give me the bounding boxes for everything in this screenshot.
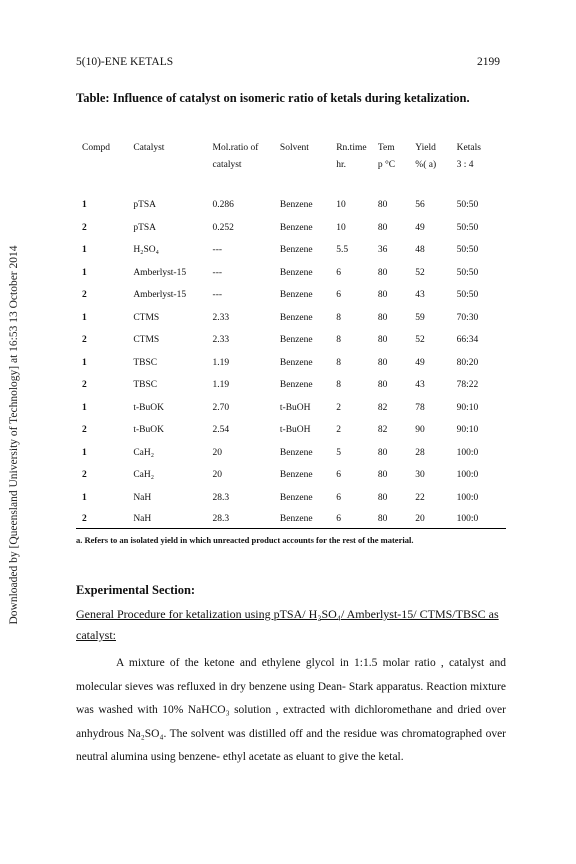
table-row [76,239,506,262]
table-cell: 56 [415,200,425,211]
table-cell: 8 [336,357,341,368]
procedure-title: General Procedure for ketalization using pTSA/ H₂SO₄/ Amberlyst-15/ CTMS/TBSC as catalyst: [76,607,499,642]
table-cell: 49 [415,357,425,368]
table-cell: t-BuOH [279,425,311,436]
table-cell: Benzene [279,267,313,278]
table-cell: t-BuOK [133,425,164,436]
table-cell: H₂SO₄ [133,245,159,256]
table-cell: 50:50 [456,200,479,211]
table-cell: 2.70 [212,402,230,413]
table-cell: 8 [336,380,341,391]
table-cell: 5 [336,447,341,458]
table-cell: 43 [415,380,425,391]
table-row [76,284,506,307]
table-cell: pTSA [133,222,157,233]
column-header-line: Tem [377,143,395,153]
table-cell: TBSC [133,357,158,368]
table-cell: pTSA [133,200,157,211]
section-heading: Experimental Section: [76,583,196,597]
table-cell: Benzene [280,509,336,529]
column-header [133,140,212,174]
column-header [457,140,506,174]
table-cell: 2 [82,380,87,391]
table-cell: 1 [82,357,87,368]
table-cell: 6 [336,267,341,278]
column-header-line: Compd [82,143,110,153]
table-cell: 5.5 [336,245,349,256]
table-cell: 2 [82,335,87,346]
table-cell: 1.19 [212,357,230,368]
table-cell: 50:50 [456,267,479,278]
table-cell: 90:10 [456,425,479,436]
table-cell: 80 [377,290,388,301]
table-cell: 100:0 [456,492,479,503]
table-cell: 100:0 [456,470,479,481]
table-cell: 100:0 [456,447,479,458]
column-header [415,140,456,174]
table-cell: 8 [336,312,341,323]
table-cell: 1 [82,245,87,256]
table-cell: 80 [377,312,388,323]
table-cell: 2 [82,470,87,481]
table-footnote: a. Refers to an isolated yield in which unreacted product accounts for the rest of the material. [76,535,414,545]
table-cell: --- [212,267,223,278]
table-cell: Benzene [279,222,313,233]
table-cell: 80 [377,492,388,503]
table-cell: Benzene [279,470,313,481]
column-header-line: 3 : 4 [456,160,474,170]
table-cell: CTMS [133,312,160,323]
table-cell: 2 [336,402,341,413]
column-header-line: hr. [336,160,346,170]
table-cell: 1 [82,312,87,323]
table-cell: 10 [336,200,346,211]
column-header [378,140,415,174]
table-row [76,487,506,510]
table-cell: 80 [378,509,415,529]
table-cell: 90 [415,425,425,436]
table-cell: Benzene [279,380,313,391]
table-cell: Benzene [279,245,313,256]
table-cell: 49 [415,222,425,233]
table-cell: 2.33 [212,312,230,323]
table-cell: 78:22 [456,380,479,391]
table-header-row [76,140,506,174]
table-row [76,374,506,397]
table-cell: 10 [336,222,346,233]
table-cell: 2 [76,509,133,529]
download-watermark-text: Downloaded by [Queensland University of Technology] at 16:53 13 October 2014 [8,245,20,625]
table-cell: 20 [212,447,223,458]
table-cell: 28.3 [213,509,280,529]
table-cell: t-BuOK [133,402,164,413]
table-cell: 80 [377,267,388,278]
page-number: 2199 [477,56,500,68]
table-cell: 6 [336,290,341,301]
table-cell: Benzene [279,290,313,301]
table-cell: 48 [415,245,425,256]
table-row [76,352,506,375]
table-row [76,329,506,352]
table-row [76,194,506,217]
table-row [76,419,506,442]
table-cell: 52 [415,335,425,346]
table-cell: 0.286 [212,200,234,211]
table-cell: 1 [82,267,87,278]
table-cell: 80:20 [456,357,479,368]
table-cell: 80 [377,222,388,233]
table-cell: 30 [415,470,425,481]
table-cell: --- [212,290,223,301]
table-cell: 2 [82,222,87,233]
table-cell: 82 [377,425,388,436]
column-header-line: Rn.time [336,143,367,153]
table-cell: 50:50 [456,245,479,256]
table-cell: 80 [377,447,388,458]
table-cell: 22 [415,492,425,503]
table-cell: 59 [415,312,425,323]
table-cell: Benzene [279,492,313,503]
table-cell: 78 [415,402,425,413]
table-row [76,307,506,330]
table-cell: 80 [377,200,388,211]
table-cell: 1 [82,447,87,458]
table-cell: 1.19 [212,380,230,391]
table-row [76,262,506,285]
table-cell: NaH [133,509,212,529]
table-cell: 0.252 [212,222,234,233]
catalyst-table [76,140,506,529]
table-cell: 80 [377,335,388,346]
table-cell: 70:30 [456,312,479,323]
column-header [280,140,336,174]
table-cell: 2 [82,290,87,301]
table-cell: 52 [415,267,425,278]
table-cell: 2 [336,425,341,436]
table-row [76,217,506,240]
table-cell: NaH [133,492,152,503]
table-cell: 82 [377,402,388,413]
column-header-line: Mol.ratio of [212,143,259,153]
table-cell: 28 [415,447,425,458]
table-body [76,174,506,529]
table-cell: 8 [336,335,341,346]
table-cell: 28.3 [212,492,230,503]
table-cell: Benzene [279,447,313,458]
table-cell: 90:10 [456,402,479,413]
table-cell: 50:50 [456,290,479,301]
table-cell: 20 [415,509,456,529]
table-cell: 2 [82,425,87,436]
column-header [213,140,280,174]
table-cell: 6 [336,470,341,481]
table-cell: 50:50 [456,222,479,233]
table-cell: Benzene [279,200,313,211]
column-header-line: Ketals [456,143,481,153]
table-cell: 6 [336,509,378,529]
table-cell: 80 [377,380,388,391]
table-cell: 80 [377,357,388,368]
table-row [76,509,506,529]
table-cell: CTMS [133,335,160,346]
column-header-line: p °C [377,160,396,170]
procedure-paragraph [76,652,506,770]
column-header-line: Solvent [279,143,309,153]
table-cell: 1 [82,200,87,211]
table-cell: 36 [377,245,388,256]
table-cell: t-BuOH [279,402,311,413]
column-header-line: Yield [415,143,436,153]
table-cell: 20 [212,470,223,481]
table-cell: 1 [82,402,87,413]
column-header-line: %( a) [415,160,437,170]
table-row [76,464,506,487]
table-cell: 100:0 [457,509,506,529]
table-cell: 43 [415,290,425,301]
table-cell: 66:34 [456,335,479,346]
column-header-line: catalyst [212,160,242,170]
table-cell: Benzene [279,357,313,368]
table-cell: Benzene [279,335,313,346]
table-cell: 80 [377,470,388,481]
column-header [336,140,378,174]
running-head: 5(10)-ENE KETALS [76,56,174,68]
table-row [76,397,506,420]
column-header [76,140,133,174]
table-cell: Amberlyst-15 [133,267,187,278]
table-cell: Benzene [279,312,313,323]
table-cell: CaH₂ [133,470,155,481]
procedure-paragraph-text: A mixture of the ketone and ethylene glycol in 1:1.5 molar ratio , catalyst and molecular sieves was refluxed in dry benzene using Dean- Stark apparatus. Reaction mixture was washed with 10% NaHCO₃ solution , extracted with dichloromethane and dried over anhydrous Na₂SO₄. The solvent was distilled off and the residue was chromatographed over neutral alumina using benzene- ethyl acetate as eluant to give the ketal. [76,657,506,763]
table-cell: CaH₂ [133,447,155,458]
table-cell: 6 [336,492,341,503]
download-watermark [2,200,26,670]
table-row [76,442,506,465]
table-cell: TBSC [133,380,158,391]
table-cell: Amberlyst-15 [133,290,187,301]
table-cell: --- [212,245,223,256]
column-header-line: Catalyst [133,143,165,153]
table-cell: 1 [82,492,87,503]
table-cell: 2.54 [212,425,230,436]
table-cell: 2.33 [212,335,230,346]
table-title: Table: Influence of catalyst on isomeric ratio of ketals during ketalization. [76,91,470,105]
table-spacer [76,174,506,194]
